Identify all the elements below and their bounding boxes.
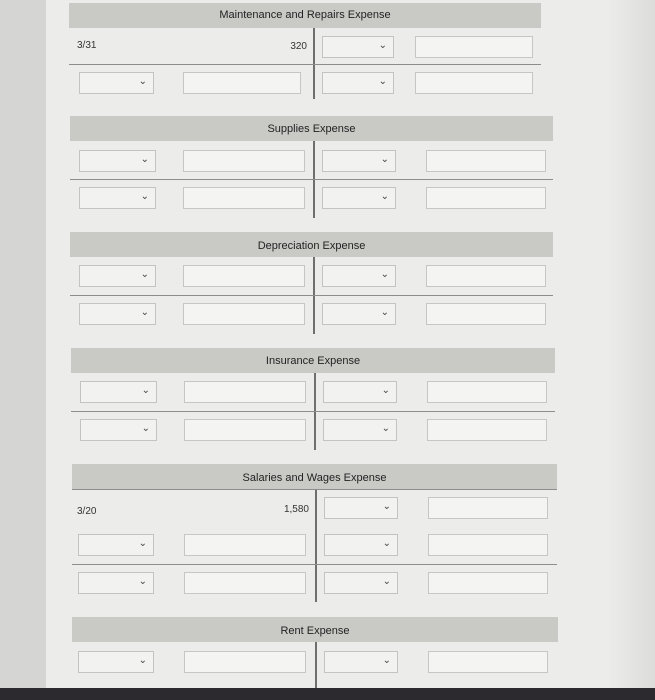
t-account-header [70, 116, 553, 141]
t-account-rent [72, 617, 558, 689]
t-account-header [71, 348, 555, 373]
credit-amount-input[interactable] [428, 572, 548, 594]
chevron-down-icon: ⌄ [140, 307, 149, 318]
debit-account-select[interactable] [78, 534, 154, 556]
t-account-title: Insurance Expense [265, 355, 361, 367]
chevron-down-icon: ⌄ [138, 538, 147, 549]
credit-account-select[interactable] [324, 572, 398, 594]
debit-account-select[interactable] [80, 381, 157, 403]
credit-amount-input[interactable] [427, 381, 547, 403]
credit-amount-input[interactable] [426, 303, 546, 325]
credit-amount-input[interactable] [415, 72, 533, 94]
chevron-down-icon: ⌄ [382, 655, 391, 666]
t-account-salaries-wages [72, 464, 557, 604]
t-account-header [69, 3, 541, 28]
t-account-insurance [71, 348, 555, 450]
debit-account-select[interactable] [78, 572, 154, 594]
t-account-row [69, 65, 541, 101]
debit-account-select[interactable] [79, 265, 156, 287]
debit-amount-input[interactable] [183, 72, 301, 94]
t-account-title: Salaries and Wages Expense [242, 472, 387, 484]
t-account-header [70, 232, 553, 257]
credit-amount-input[interactable] [428, 651, 548, 673]
t-account-header [72, 464, 557, 489]
t-account-row [71, 375, 555, 411]
credit-account-select[interactable] [322, 187, 396, 209]
t-account-row [72, 528, 557, 564]
row-rule [71, 411, 555, 412]
chevron-down-icon: ⌄ [380, 191, 389, 202]
t-account-maintenance-repairs [69, 3, 541, 99]
credit-account-select[interactable] [322, 72, 394, 94]
debit-account-select[interactable] [80, 419, 157, 441]
t-account-title: Supplies Expense [267, 123, 356, 135]
chevron-down-icon: ⌄ [138, 576, 147, 587]
debit-amount: 1,580 [283, 504, 309, 515]
debit-account-select[interactable] [78, 651, 154, 673]
debit-amount: 320 [290, 41, 307, 52]
t-account-row [69, 28, 541, 64]
chevron-down-icon: ⌄ [382, 501, 391, 512]
debit-amount-input[interactable] [184, 534, 306, 556]
credit-account-select[interactable] [324, 497, 398, 519]
t-account-row [71, 413, 555, 449]
credit-account-select[interactable] [322, 303, 396, 325]
t-account-row [70, 181, 553, 217]
t-account-row [72, 566, 557, 602]
chevron-down-icon: ⌄ [380, 154, 389, 165]
credit-account-select[interactable] [324, 651, 398, 673]
chevron-down-icon: ⌄ [138, 76, 147, 87]
t-account-supplies [70, 116, 553, 218]
credit-amount-input[interactable] [426, 150, 546, 172]
debit-amount-input[interactable] [184, 651, 306, 673]
credit-account-select[interactable] [323, 381, 397, 403]
debit-amount-input[interactable] [183, 265, 305, 287]
chevron-down-icon: ⌄ [378, 40, 387, 51]
t-account-title: Depreciation Expense [257, 240, 366, 252]
debit-account-select[interactable] [79, 150, 156, 172]
debit-amount-input[interactable] [184, 572, 306, 594]
t-account-row [72, 644, 558, 680]
chevron-down-icon: ⌄ [140, 191, 149, 202]
chevron-down-icon: ⌄ [141, 385, 150, 396]
t-account-title: Maintenance and Repairs Expense [219, 9, 391, 21]
credit-account-select[interactable] [322, 36, 394, 58]
t-account-row [72, 491, 557, 527]
credit-amount-input[interactable] [427, 419, 547, 441]
debit-amount-input[interactable] [184, 419, 306, 441]
row-rule [70, 295, 553, 296]
t-account-title: Rent Expense [280, 625, 350, 637]
row-rule [70, 179, 553, 180]
taskbar-edge [0, 688, 655, 700]
credit-amount-input[interactable] [426, 187, 546, 209]
t-account-row [70, 259, 553, 295]
chevron-down-icon: ⌄ [141, 423, 150, 434]
chevron-down-icon: ⌄ [140, 154, 149, 165]
t-account-row [70, 297, 553, 333]
credit-amount-input[interactable] [426, 265, 546, 287]
chevron-down-icon: ⌄ [380, 269, 389, 280]
chevron-down-icon: ⌄ [138, 655, 147, 666]
row-rule [72, 564, 557, 565]
chevron-down-icon: ⌄ [380, 307, 389, 318]
credit-amount-input[interactable] [428, 497, 548, 519]
debit-account-select[interactable] [79, 72, 154, 94]
debit-date: 3/31 [77, 40, 97, 51]
debit-amount-input[interactable] [183, 150, 305, 172]
debit-amount-input[interactable] [184, 381, 306, 403]
debit-account-select[interactable] [79, 303, 156, 325]
page-edge-shadow [610, 0, 655, 700]
credit-amount-input[interactable] [428, 534, 548, 556]
row-rule [72, 489, 557, 490]
chevron-down-icon: ⌄ [140, 269, 149, 280]
debit-date: 3/20 [77, 506, 97, 517]
t-account-row [70, 143, 553, 179]
credit-account-select[interactable] [322, 265, 396, 287]
chevron-down-icon: ⌄ [382, 576, 391, 587]
debit-amount-input[interactable] [183, 187, 305, 209]
chevron-down-icon: ⌄ [378, 76, 387, 87]
credit-amount-input[interactable] [415, 36, 533, 58]
credit-account-select[interactable] [323, 419, 397, 441]
credit-account-select[interactable] [322, 150, 396, 172]
debit-account-select[interactable] [79, 187, 156, 209]
chevron-down-icon: ⌄ [381, 423, 390, 434]
credit-account-select[interactable] [324, 534, 398, 556]
t-account-depreciation [70, 232, 553, 334]
debit-amount-input[interactable] [183, 303, 305, 325]
t-account-header [72, 617, 558, 642]
chevron-down-icon: ⌄ [382, 538, 391, 549]
chevron-down-icon: ⌄ [381, 385, 390, 396]
